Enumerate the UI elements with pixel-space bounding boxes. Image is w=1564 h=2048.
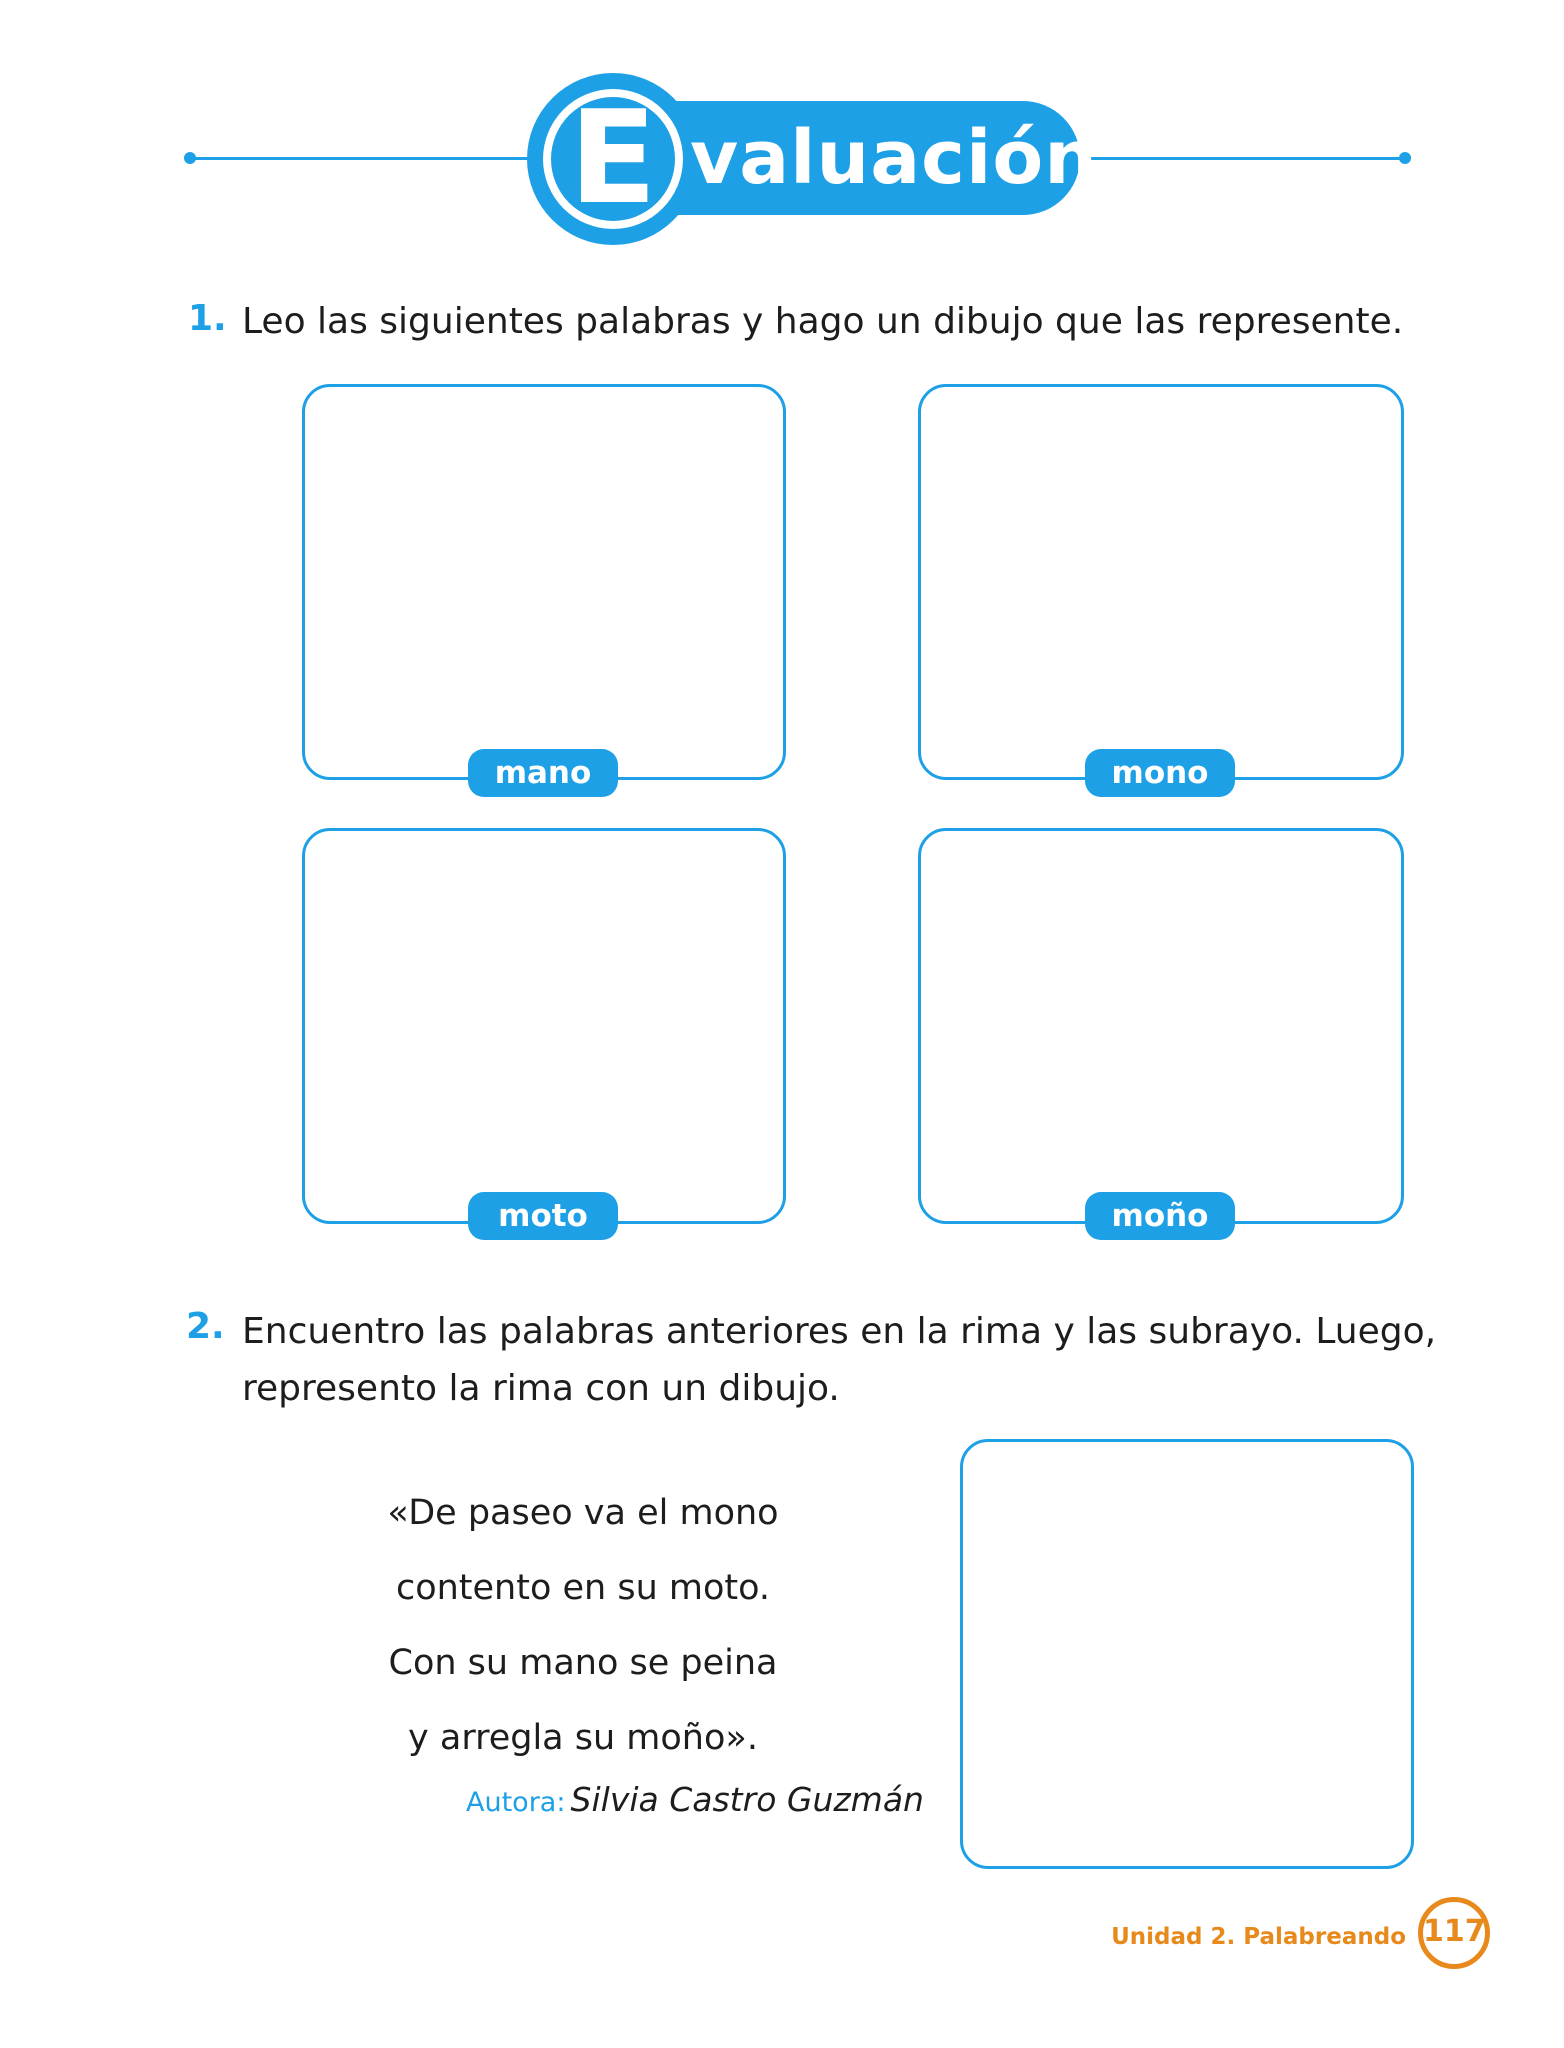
drawing-box-mono-tilde[interactable] [918,828,1404,1224]
page-number: 117 [1418,1897,1490,1969]
question-2-text-line1: Encuentro las palabras anteriores en la rima y las subrayo. Luego, [242,1311,1437,1352]
question-2-number: 2. [186,1306,225,1347]
word-tag-moto: moto [468,1192,618,1240]
word-tag-mono: mono [1085,749,1235,797]
poem-line-3: Con su mano se peina [388,1643,778,1683]
question-1-text: Leo las siguientes palabras y hago un dibujo que las represente. [242,301,1404,342]
poem-line-4: y arregla su moño». [408,1718,758,1758]
drawing-box-rhyme[interactable] [960,1439,1414,1869]
poem-line-2: contento en su moto. [395,1568,771,1608]
question-2-text-line2: represento la rima con un dibujo. [242,1368,840,1409]
author-name: Silvia Castro Guzmán [570,1780,924,1819]
header-line-right-dot [1399,152,1411,164]
drawing-box-mono[interactable] [918,384,1404,780]
author-label: Autora: [466,1787,566,1818]
word-tag-mono-tilde: moño [1085,1192,1235,1240]
title-initial: E [569,84,657,233]
word-tag-mano: mano [468,749,618,797]
footer-unit: Unidad 2. Palabreando [1111,1924,1406,1950]
poem-author [466,1780,924,1819]
page-title: valuación [690,115,1098,201]
poem-line-1: «De paseo va el mono [387,1493,779,1533]
header-line-left [190,157,535,160]
drawing-box-mano[interactable] [302,384,786,780]
question-1-number: 1. [188,298,227,339]
header-line-right [1075,157,1405,160]
drawing-box-moto[interactable] [302,828,786,1224]
